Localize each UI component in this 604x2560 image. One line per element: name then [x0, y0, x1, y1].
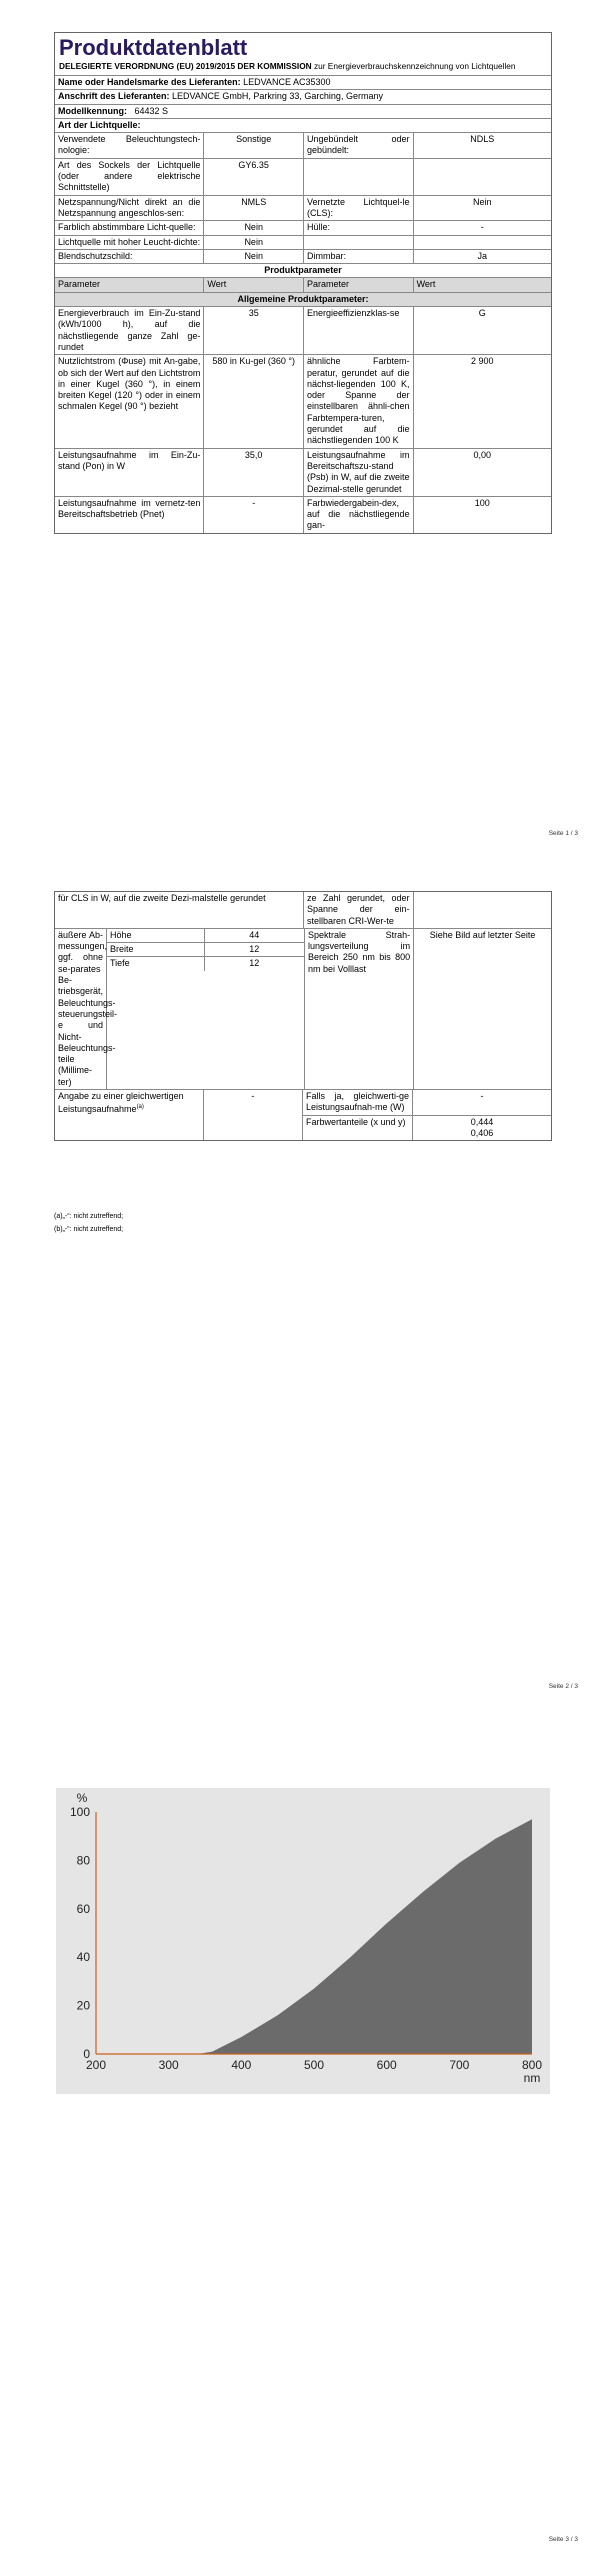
page-1: [0, 0, 604, 853]
light-row: Lichtquelle mit hoher Leucht-dichte: Nein: [55, 236, 551, 250]
light-row: Art des Sockels der Lichtquelle (oder andere elektrische Schnittstelle) GY6.35: [55, 159, 551, 196]
y-tick-label: 20: [76, 1998, 90, 2013]
datasheet-table-page-1: [54, 32, 552, 534]
y-tick-label: 0: [83, 2047, 90, 2061]
light-row: Farblich abstimmbare Licht-quelle: Nein Hülle: -: [55, 221, 551, 235]
page-number: Seite 1 / 3: [548, 830, 578, 837]
page-title: Produktdatenblatt: [59, 35, 248, 60]
y-tick-label: 60: [76, 1901, 90, 1916]
x-axis-label: nm: [523, 2071, 541, 2085]
param-row: Nutzlichtstrom (Φuse) mit An-gabe, ob sich der Wert auf den Lichtstrom in einer Kugel (360 °), in einem breiten Kegel (120 °) oder in einem schmalen Kegel (90 °) bezieht 580 in Ku-gel (360 °) ähnliche Farbtem-peratur, gerundet auf die nächst-liegenden 100 K, oder Spanne der einstellbaren ähnli-chen Farbtempera-turen, gerundet auf die nächstliegenden 100 K 2 900: [55, 355, 551, 448]
address-row: Anschrift des Lieferanten: LEDVANCE GmbH, Parkring 33, Garching, Germany: [58, 91, 383, 102]
param-row: Leistungsaufnahme im vernetz-ten Bereitschaftsbetrieb (Pnet) - Farbwiedergabein-dex, auf die nächstliegende gan- 100: [55, 497, 551, 533]
y-axis-label: %: [76, 1791, 88, 1805]
x-tick-label: 700: [449, 2058, 470, 2072]
x-tick-label: 200: [85, 2058, 107, 2072]
dimensions-label: äußere Ab-messungen, ggf. ohne se-parates Be-triebsgerät, Beleuchtungs-steuerungsteil-e und Nicht-Beleuchtungs-teile (Millime-ter): [55, 929, 107, 1089]
equivalent-power-row: Angabe zu einer gleichwertigen Leistungsaufnahme$^{(a)}$ - Falls ja, gleichwerti-ge Leistungsaufnah-me (W) - Farbwertanteile (x und y) 0,444 0,406: [55, 1090, 551, 1140]
page-number: Seite 2 / 3: [548, 1683, 578, 1690]
produktparameter-heading: Produktparameter: [264, 265, 342, 276]
x-tick-label: 400: [231, 2058, 252, 2072]
y-tick-label: 40: [76, 1950, 90, 1965]
x-tick-label: 800: [521, 2058, 543, 2072]
x-tick-label: 500: [303, 2058, 325, 2072]
page-number: Seite 3 / 3: [548, 2536, 578, 2543]
spectrum-area: [96, 1819, 532, 2054]
spectrum-chart-svg: [56, 1788, 550, 2094]
datasheet-table-page-2: [54, 891, 552, 1141]
x-tick-label: 600: [376, 2058, 397, 2072]
allgemeine-heading: Allgemeine Produktparameter:: [237, 293, 369, 304]
y-tick-label: 80: [76, 1853, 90, 1868]
footnotes: (a)„-“: nicht zutreffend; (b)„-“: nicht zutreffend;: [54, 1213, 124, 1233]
column-header-row: Parameter Wert Parameter Wert: [55, 278, 551, 292]
param-row: Energieverbrauch im Ein-Zu-stand (kWh/1000 h), auf die nächstliegende ganze Zahl ge-rundet 35 Energieeffizienzklas-se G: [55, 307, 551, 355]
light-row: Verwendete Beleuchtungstech-nologie: Sonstige Ungebündelt oder gebündelt: NDLS: [55, 133, 551, 159]
page-2: [0, 853, 604, 1706]
dimensions-row: äußere Ab-messungen, ggf. ohne se-parates Be-triebsgerät, Beleuchtungs-steuerungsteil-e und Nicht-Beleuchtungs-teile (Millime-ter) Höhe 44 Breite 12 Tiefe 12 Spektrale Strah-lungsverteilung im Bereich 250 nm bis 800 nm bei Volllast Siehe Bild auf letzter Seite: [55, 929, 551, 1090]
x-tick-label: 300: [158, 2058, 179, 2072]
spectrum-chart: [56, 1788, 550, 2094]
light-row: Netzspannung/Nicht direkt an die Netzspannung angeschlos-sen: NMLS Vernetzte Lichtquel-le (CLS): Nein: [55, 196, 551, 222]
model-row: Modellkennung: 64432 S: [58, 105, 169, 116]
y-tick-label: 100: [69, 1805, 90, 1819]
light-type-heading: Art der Lichtquelle:: [58, 119, 141, 130]
regulation-subtitle: DELEGIERTE VERORDNUNG (EU) 2019/2015 DER KOMMISSION zur Energieverbrauchskennzeichnung von Lichtquellen: [59, 61, 516, 71]
supplier-row: Name oder Handelsmarke des Lieferanten: LEDVANCE AC35300: [58, 77, 331, 87]
param-row: Leistungsaufnahme im Ein-Zu-stand (Pon) in W 35,0 Leistungsaufnahme im Bereitschaftszu-stand (Psb) in W, auf die zweite Dezimal-stelle gerundet 0,00: [55, 449, 551, 497]
light-row: Blendschutzschild: Nein Dimmbar: Ja: [55, 250, 551, 264]
continued-row: für CLS in W, auf die zweite Dezi-malstelle gerundet ze Zahl gerundet, oder Spanne der ein-stellbaren CRI-Wer-te: [55, 892, 551, 929]
